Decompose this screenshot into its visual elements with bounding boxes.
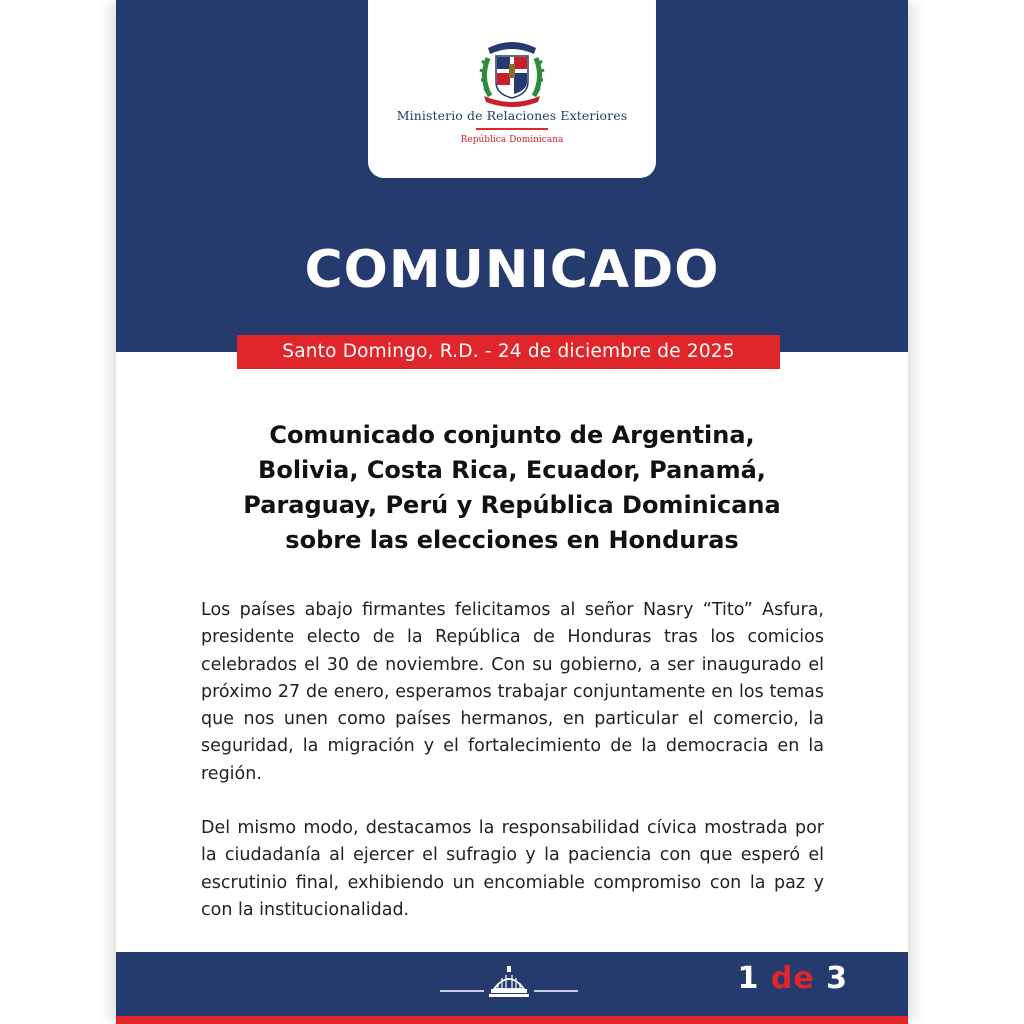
- page-total: 3: [826, 961, 848, 996]
- coat-of-arms-icon: [476, 34, 548, 108]
- page-title: COMUNICADO: [304, 240, 720, 300]
- capitol-dome-icon: [434, 963, 584, 1003]
- subtitle-line: sobre las elecciones en Honduras: [285, 526, 739, 554]
- footer-red-stripe: [116, 1016, 908, 1024]
- country-name: República Dominicana: [460, 135, 564, 145]
- page-indicator: [738, 961, 848, 996]
- date-line: Santo Domingo, R.D. - 24 de diciembre de 2025: [237, 335, 780, 369]
- logo-card: [368, 0, 656, 178]
- subtitle-line: Comunicado conjunto de Argentina,: [269, 421, 755, 449]
- communique-page: [116, 0, 908, 1024]
- subtitle-line: Bolivia, Costa Rica, Ecuador, Panamá,: [258, 456, 766, 484]
- page-separator: de: [770, 961, 815, 996]
- page-current: 1: [737, 961, 760, 996]
- communique-subtitle: [186, 418, 838, 558]
- subtitle-line: Paraguay, Perú y República Dominicana: [243, 491, 781, 519]
- body-paragraph-1: Los países abajo firmantes felicitamos al señor Nasry “Tito” Asfura, presidente electo de la República de Honduras tras los comicios celebrados el 30 de noviembre. Con su gobierno, a ser inaugurado el próximo 27 de enero, esperamos trabajar conjuntamente en los temas que nos unen como países hermanos, en particular el comercio, la seguridad, la migración y el fortalecimiento de la democracia en la región.: [201, 600, 824, 784]
- body-paragraph-2: Del mismo modo, destacamos la responsabilidad cívica mostrada por la ciudadanía al ejercer el sufragio y la paciencia con que esperó el escrutinio final, exhibiendo un encomiable compromiso con la paz y con la institucionalidad.: [201, 818, 824, 920]
- header-band: [116, 0, 908, 352]
- ministry-name: Ministerio de Relaciones Exteriores: [396, 108, 628, 123]
- ministry-divider: [476, 128, 548, 130]
